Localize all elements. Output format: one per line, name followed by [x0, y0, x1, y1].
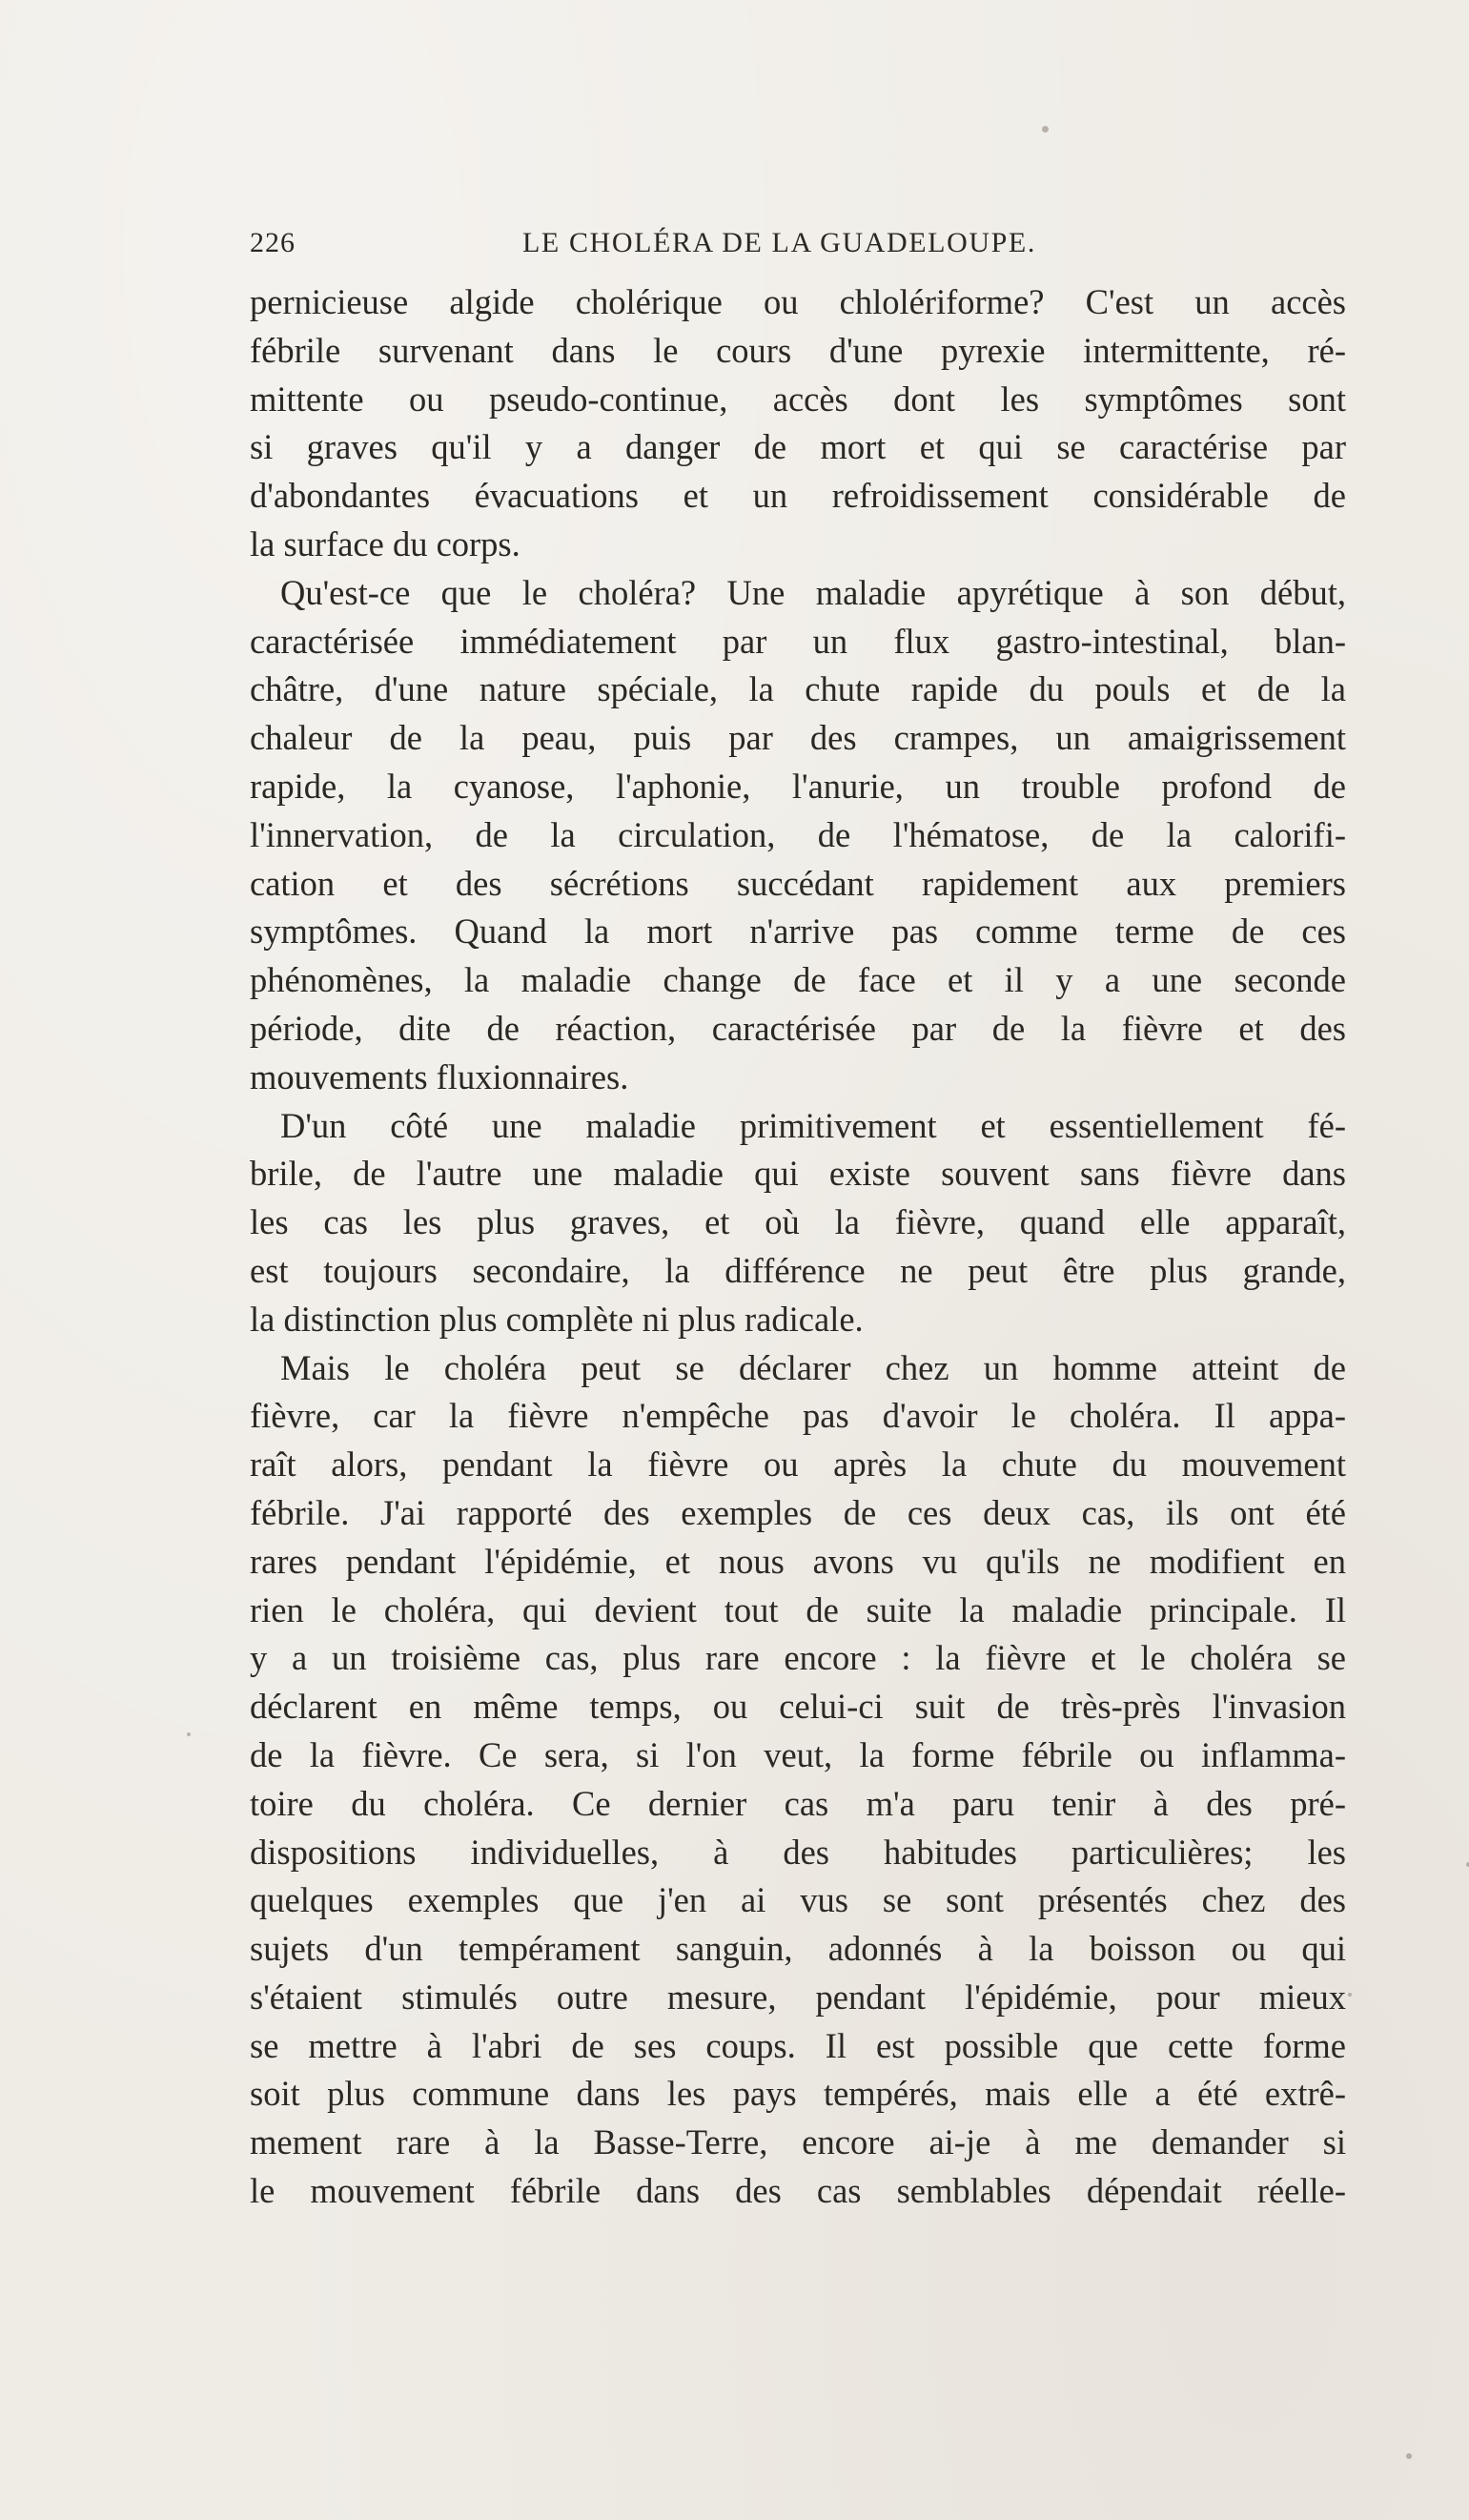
text-line: l'innervation, de la circulation, de l'hématose, de la calorifi- [250, 814, 1346, 854]
paper-speck [1042, 126, 1049, 133]
running-title: LE CHOLÉRA DE LA GUADELOUPE. [522, 227, 1036, 258]
text-line: si graves qu'il y a danger de mort et qui se caractérise par [250, 427, 1346, 467]
text-line: d'abondantes évacuations et un refroidissement considérable de [250, 476, 1346, 516]
text-line: la distinction plus complète ni plus radicale. [250, 1299, 864, 1339]
text-line: raît alors, pendant la fièvre ou après la chute du mouvement [250, 1444, 1346, 1485]
text-line: le mouvement fébrile dans des cas semblables dépendait réelle- [250, 2171, 1346, 2211]
text-line: D'un côté une maladie primitivement et essentiellement fé- [280, 1105, 1346, 1145]
text-line: sujets d'un tempérament sanguin, adonnés à la boisson ou qui [250, 1929, 1346, 1969]
text-line: quelques exemples que j'en ai vus se sont présentés chez des [250, 1880, 1346, 1920]
text-line: déclarent en même temps, ou celui-ci suit de très-près l'invasion [250, 1687, 1346, 1727]
text-line: chaleur de la peau, puis par des crampes, un amaigrissement [250, 718, 1346, 758]
text-line: soit plus commune dans les pays tempérés, mais elle a été extrê- [250, 2074, 1346, 2114]
text-line: mement rare à la Basse-Terre, encore ai-je à me demander si [250, 2122, 1346, 2162]
text-line: fébrile. J'ai rapporté des exemples de ces deux cas, ils ont été [250, 1492, 1346, 1532]
page-number: 226 [250, 227, 296, 258]
text-line: phénomènes, la maladie change de face et il y a une seconde [250, 960, 1346, 1000]
text-line: châtre, d'une nature spéciale, la chute rapide du pouls et de la [250, 669, 1346, 709]
text-line: se mettre à l'abri de ses coups. Il est possible que cette forme [250, 2025, 1346, 2065]
text-line: Mais le choléra peut se déclarer chez un homme atteint de [280, 1347, 1346, 1387]
text-line: mittente ou pseudo-continue, accès dont les symptômes sont [250, 379, 1346, 419]
text-line: s'étaient stimulés outre mesure, pendant l'épidémie, pour mieux [250, 1977, 1346, 2017]
text-line: symptômes. Quand la mort n'arrive pas comme terme de ces [250, 912, 1346, 952]
text-line: caractérisée immédiatement par un flux gastro-intestinal, blan- [250, 621, 1346, 661]
text-line: pernicieuse algide cholérique ou chlolériforme? C'est un accès [250, 282, 1346, 321]
text-line: toire du choléra. Ce dernier cas m'a paru tenir à des pré- [250, 1783, 1346, 1823]
text-line: la surface du corps. [250, 523, 520, 563]
paper-speck [1406, 2453, 1412, 2459]
text-line: rares pendant l'épidémie, et nous avons vu qu'ils ne modifient en [250, 1541, 1346, 1581]
text-line: y a un troisième cas, plus rare encore : la fièvre et le choléra se [250, 1638, 1346, 1678]
text-line: rien le choléra, qui devient tout de suite la maladie principale. Il [250, 1589, 1346, 1629]
text-line: cation et des sécrétions succédant rapidement aux premiers [250, 863, 1346, 903]
text-line: brile, de l'autre une maladie qui existe souvent sans fièvre dans [250, 1154, 1346, 1194]
text-line: mouvements fluxionnaires. [250, 1056, 629, 1096]
running-head [250, 227, 1346, 269]
text-line: rapide, la cyanose, l'aphonie, l'anurie, un trouble profond de [250, 766, 1346, 806]
paper-speck [187, 1732, 191, 1736]
paper-speck [1348, 1993, 1352, 1997]
text-line: période, dite de réaction, caractérisée par de la fièvre et des [250, 1008, 1346, 1048]
text-line: Qu'est-ce que le choléra? Une maladie apyrétique à son début, [280, 572, 1346, 612]
text-line: est toujours secondaire, la différence ne peut être plus grande, [250, 1250, 1346, 1290]
text-line: dispositions individuelles, à des habitudes particulières; les [250, 1832, 1346, 1872]
text-line: fébrile survenant dans le cours d'une pyrexie intermittente, ré- [250, 330, 1346, 370]
body-text [250, 278, 1346, 2216]
text-line: de la fièvre. Ce sera, si l'on veut, la forme fébrile ou inflamma- [250, 1734, 1346, 1774]
text-line: les cas les plus graves, et où la fièvre, quand elle apparaît, [250, 1202, 1346, 1242]
text-line: fièvre, car la fièvre n'empêche pas d'avoir le choléra. Il appa- [250, 1396, 1346, 1436]
